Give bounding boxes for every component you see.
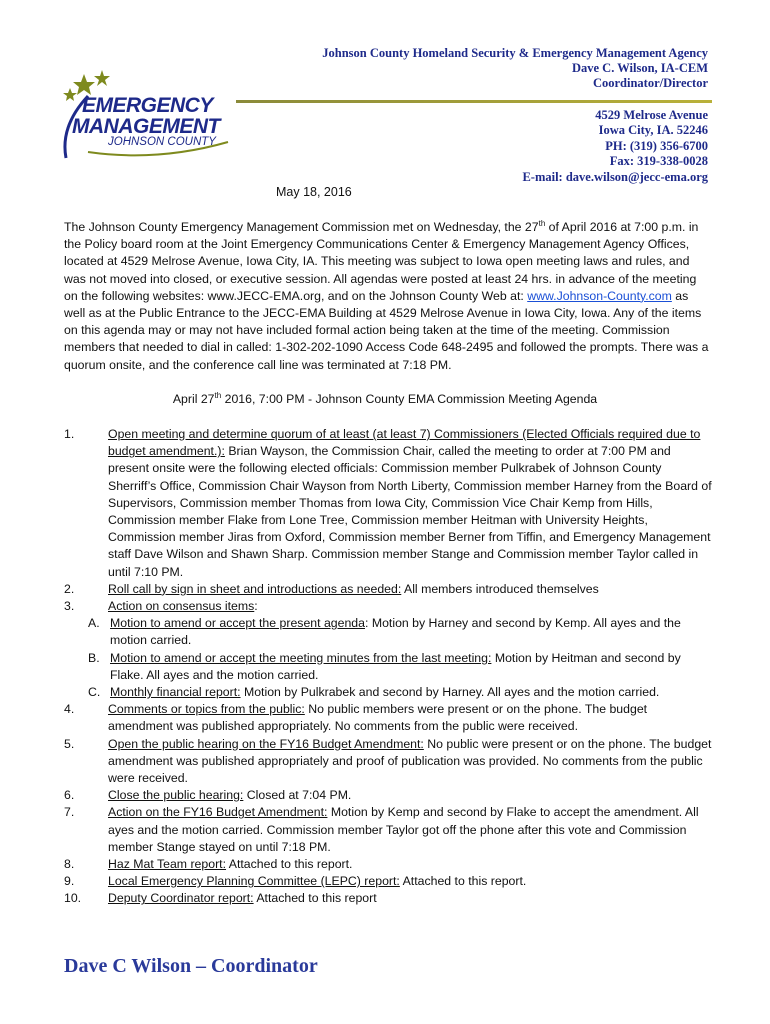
item-number: 10. bbox=[64, 891, 82, 906]
letterhead-rule bbox=[236, 100, 712, 103]
item-number: 7. bbox=[64, 805, 75, 820]
agenda-item bbox=[64, 701, 712, 735]
item-heading: Local Emergency Planning Committee (LEPC) report: bbox=[108, 874, 400, 889]
sub-item bbox=[88, 615, 712, 649]
item-text: Brian Wayson, the Commission Chair, called the meeting to order at 7:00 PM and present onsite were the following elected officials: Commission member Pulkrabek of Johnson County Sherriff’s Office, Commission Chair Wayson from North Liberty, Commission member Harney from the Board of Supervisors, Commission member Thomas from Iowa City, Commission Vice Chair Kemp from Hills, Commission member Flake from Lone Tree, Commission member Heitman with University Heights, Commission member Jiras from Oxford, Commission member Berner from Tiffin, and Emergency Management staff Dave Wilson and Shawn Sharp. Commission member Stange and Commission member Taylor called in until 7:10 PM. bbox=[108, 444, 712, 579]
address-line-2: Iowa City, IA. 52246 bbox=[598, 123, 708, 138]
intro-sup: th bbox=[538, 218, 546, 228]
sub-item-text: Motion by Pulkrabek and second by Harney. All ayes and the motion carried. bbox=[240, 685, 660, 700]
item-heading: Comments or topics from the public: bbox=[108, 702, 305, 717]
agenda-item bbox=[64, 890, 712, 907]
signature-line: Dave C Wilson – Coordinator bbox=[64, 955, 318, 977]
item-text: No public were present or on the phone. The budget amendment was published appropriately and proof of publication was provided. No comments from the public were received. bbox=[108, 736, 712, 786]
item-text: Attached to this report. bbox=[226, 857, 353, 872]
address-line-1: 4529 Melrose Avenue bbox=[595, 108, 708, 122]
item-text: : bbox=[254, 599, 258, 614]
agenda-item bbox=[64, 873, 712, 890]
dial-in-number: 1-302-202-1090 Access Code 648-2495 bbox=[275, 340, 494, 355]
agenda-list bbox=[64, 426, 712, 908]
sub-item-heading: Monthly financial report: bbox=[110, 685, 241, 700]
item-number: 9. bbox=[64, 874, 75, 889]
phone: PH: (319) 356-6700 bbox=[605, 138, 708, 153]
item-number: 2. bbox=[64, 581, 75, 596]
item-text: Motion by Kemp and second by Flake to accept the amendment. All ayes and the motion carried. Commission member Taylor got off the phone after this vote and Commission member Stange stayed on until 7:18 PM. bbox=[108, 805, 699, 854]
sub-item-heading: Motion to amend or accept the present agenda bbox=[110, 616, 365, 631]
item-text: Attached to this report bbox=[253, 891, 377, 906]
agenda-title-sup: th bbox=[214, 390, 222, 400]
item-number: 6. bbox=[64, 788, 75, 803]
intro-text-1: The Johnson County Emergency Management Commission met on Wednesday, the 27 bbox=[64, 220, 539, 234]
sub-item-letter: C. bbox=[88, 685, 101, 700]
agenda-title-a: April 27 bbox=[172, 392, 215, 406]
sub-item-heading: Motion to amend or accept the meeting minutes from the last meeting: bbox=[110, 650, 492, 665]
intro-text-2: of April 2016 at 7:00 p.m. in the Policy board room at the Joint Emergency Communications Center & Emergency Management Agency Offices, located at 4529 Melrose Avenue, Iowa City, IA. This meeting was subject to Iowa open meeting laws and rules, and was not moved into closed, or executive session. All agendas were posted at least 24 hrs. in advance of the meeting on the following websites: www.JECC-EMA.org, and on the Johnson County Web at: bbox=[64, 220, 699, 303]
item-heading: Haz Mat Team report: bbox=[108, 857, 227, 872]
emergency-management-logo bbox=[58, 66, 238, 166]
item-text: All members introduced themselves bbox=[401, 581, 599, 596]
item-heading: Close the public hearing: bbox=[108, 788, 244, 803]
agenda-title-b: 2016, 7:00 PM - Johnson County EMA Commission Meeting Agenda bbox=[221, 392, 598, 406]
item-number: 4. bbox=[64, 702, 75, 717]
item-number: 5. bbox=[64, 736, 75, 751]
logo-line-1: EMERGENCY bbox=[82, 94, 213, 117]
item-heading: Deputy Coordinator report: bbox=[108, 891, 254, 906]
item-text: Closed at 7:04 PM. bbox=[243, 788, 352, 803]
letterhead-contact bbox=[408, 108, 708, 185]
logo-line-2: MANAGEMENT bbox=[72, 115, 220, 138]
item-number: 8. bbox=[64, 857, 75, 872]
item-heading: Action on the FY16 Budget Amendment: bbox=[108, 805, 328, 820]
agenda-item bbox=[64, 598, 712, 615]
letterhead-title bbox=[248, 46, 708, 91]
email: E-mail: dave.wilson@jecc-ema.org bbox=[522, 169, 708, 184]
director-role: Coordinator/Director bbox=[592, 76, 708, 90]
agenda-item bbox=[64, 426, 712, 581]
sub-item-text: : Motion by Harney and second by Kemp. All ayes and the motion carried. bbox=[110, 616, 681, 648]
director-name: Dave C. Wilson, IA-CEM bbox=[571, 61, 708, 75]
item-text: Attached to this report. bbox=[399, 874, 527, 889]
letter-date: May 18, 2016 bbox=[276, 185, 352, 199]
item-number: 1. bbox=[64, 427, 75, 441]
sub-item-text: Motion by Heitman and second by Flake. All ayes and the motion carried. bbox=[110, 650, 681, 682]
agenda-item bbox=[64, 736, 712, 788]
johnson-county-link[interactable]: www.Johnson-County.com bbox=[527, 288, 672, 303]
sub-item-letter: A. bbox=[88, 616, 100, 631]
fax: Fax: 319-338-0028 bbox=[609, 154, 708, 169]
agenda-item bbox=[64, 856, 712, 873]
agenda-item bbox=[64, 804, 712, 856]
item-heading: Open meeting and determine quorum of at least (at least 7) Commissioners (Elected Officials required due to budget amendment.): bbox=[108, 427, 701, 459]
item-heading: Open the public hearing on the FY16 Budget Amendment: bbox=[108, 736, 424, 751]
item-heading: Action on consensus items bbox=[108, 599, 255, 614]
sub-item bbox=[88, 684, 712, 701]
logo-line-3: JOHNSON COUNTY bbox=[108, 136, 216, 148]
item-heading: Roll call by sign in sheet and introductions as needed: bbox=[108, 581, 402, 596]
item-text: No public members were present or on the phone. The budget amendment was published appropriately. No comments from the public were received. bbox=[108, 702, 648, 734]
agency-name: Johnson County Homeland Security & Emergency Management Agency bbox=[322, 46, 708, 60]
agenda-item bbox=[64, 581, 712, 598]
intro-text-4: and followed the prompts. There was a quorum onsite, and the conference call line was terminated at 7:18 PM. bbox=[64, 340, 709, 372]
agenda-title bbox=[0, 392, 770, 406]
intro-paragraph bbox=[64, 219, 712, 374]
intro-text-3: as well as at the Public Entrance to the JECC-EMA Building at 4529 Melrose Avenue in Iowa City, Iowa. Any of the items on this agenda may or may not have included formal action being taken at the time of the meeting. Commission members that needed to dial in called: bbox=[64, 288, 702, 355]
item-number: 3. bbox=[64, 599, 75, 614]
agenda-item bbox=[64, 787, 712, 804]
sub-item-letter: B. bbox=[88, 650, 100, 665]
sub-item bbox=[88, 650, 712, 684]
